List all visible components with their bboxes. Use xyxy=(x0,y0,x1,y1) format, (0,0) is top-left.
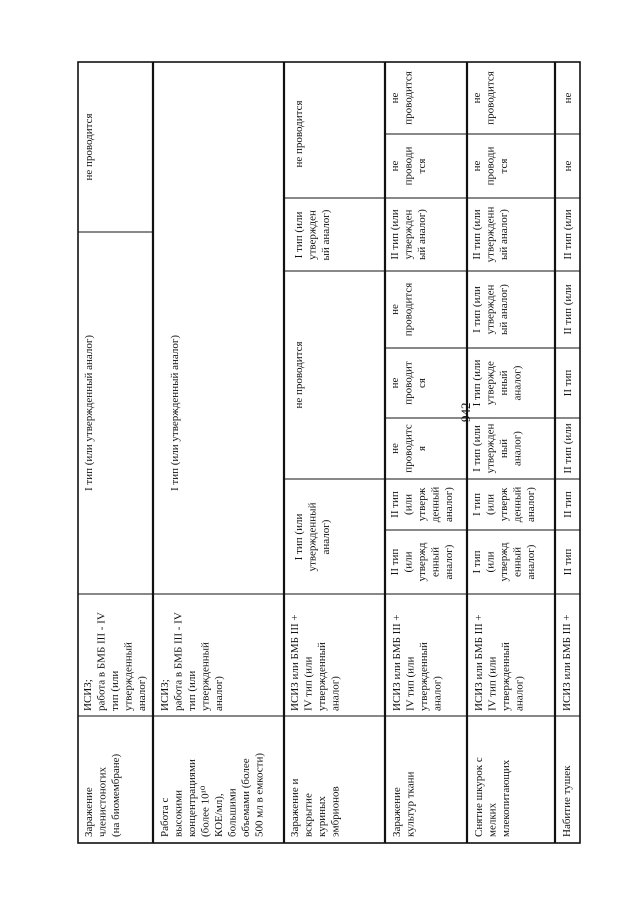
page-number: 942 xyxy=(458,402,473,422)
r3-cell-2-line: не проводится xyxy=(293,341,305,409)
r1-conditions xyxy=(82,612,148,711)
r5-cell-5 xyxy=(471,284,510,335)
r5-cell-3-line: аналог) xyxy=(511,431,524,466)
r4-cell-1-line: енный xyxy=(429,547,442,577)
r5-cell-4-line: нный xyxy=(498,370,510,396)
r5-cell-5-line: ый аналог) xyxy=(498,284,510,335)
r4-activity-line: Заражение xyxy=(391,787,403,837)
r1-activity-line: (на биомембране) xyxy=(110,753,122,837)
r5-cell-3-line: I тип (или xyxy=(471,425,483,472)
r6-cell-7 xyxy=(562,161,574,172)
r4-cell-5-line: проводится xyxy=(402,282,415,337)
r4-cell-1-line: (или xyxy=(402,551,415,573)
r3-conditions xyxy=(289,614,342,711)
r3-cell-3-line: I тип (или xyxy=(293,211,305,259)
table-text xyxy=(82,71,574,837)
r4-activity-line: культур ткани xyxy=(404,771,417,837)
r4-cell-6-line: ый аналог) xyxy=(416,209,428,260)
r4-conditions-line: аналог) xyxy=(431,676,444,711)
r4-cell-2-line: утверж xyxy=(416,487,428,522)
r5-cell-6 xyxy=(471,207,510,263)
r3-cell-1-line: аналог) xyxy=(320,519,332,555)
r4-cell-3-line: я xyxy=(416,445,428,452)
r5-cell-7-line: тся xyxy=(498,158,510,174)
r6-cell-1 xyxy=(562,549,574,576)
r5-cell-2-line: (или xyxy=(484,494,497,515)
r4-cell-6-line: II тип (или xyxy=(389,209,401,260)
r4-cell-4-line: ся xyxy=(416,378,428,388)
r5-cell-1 xyxy=(471,542,537,581)
r6-activity-line: Набитие тушек xyxy=(561,765,573,837)
r5-cell-3-line: утвержден xyxy=(484,423,497,474)
r6-cell-5-line: II тип (или xyxy=(562,284,574,335)
r4-cell-6 xyxy=(389,209,428,260)
r4-cell-7-line: тся xyxy=(416,158,428,174)
r3-activity-line: Заражение и xyxy=(289,778,301,837)
r5-conditions-line: утвержденный xyxy=(500,642,512,711)
r5-cell-2-line: утверж xyxy=(498,487,510,522)
r6-cell-6 xyxy=(562,209,574,259)
r2-activity-line: объемами (более xyxy=(240,758,252,837)
r4-cell-7 xyxy=(389,147,428,186)
r4-conditions xyxy=(391,614,444,711)
r5-cell-2-line: аналог) xyxy=(525,487,537,522)
r5-cell-6-line: II тип (или xyxy=(471,209,483,260)
r5-cell-3 xyxy=(471,424,524,474)
r5-activity-line: мелких xyxy=(486,802,499,837)
r5-cell-4-line: I тип (или xyxy=(471,359,483,407)
r3-activity-line: эмбрионов xyxy=(329,786,342,837)
r6-conditions-line: ИСИЗ или БМБ III + xyxy=(561,614,573,711)
r6-cell-2 xyxy=(562,491,574,518)
r4-cell-8-line: проводится xyxy=(402,71,415,125)
r3-cell-3 xyxy=(293,209,332,260)
r5-cell-3-line: ный xyxy=(498,438,510,459)
r1-tail xyxy=(83,113,95,180)
r2-activity-line: КОЕ/мл), xyxy=(213,793,225,837)
r3-cell-3-line: утвержден xyxy=(306,210,319,260)
r4-conditions-line: ИСИЗ или БМБ III + xyxy=(391,614,403,711)
r4-cell-2-line: II тип xyxy=(389,491,401,518)
r5-cell-2 xyxy=(471,487,537,523)
r5-cell-7-line: проводи xyxy=(484,146,497,186)
r5-cell-7 xyxy=(471,147,510,186)
r3-conditions-line: утвержденный xyxy=(316,642,328,711)
r1-activity-line: членистоногих xyxy=(96,766,109,837)
r5-activity xyxy=(473,757,512,837)
r5-cell-2-line: I тип xyxy=(471,493,483,516)
r5-cell-1-line: енный xyxy=(511,547,524,577)
r6-cell-4-line: II тип xyxy=(562,369,574,397)
r3-activity-line: вскрытие xyxy=(302,793,315,837)
r6-cell-2-line: II тип xyxy=(562,491,574,518)
r5-cell-4-line: утвержде xyxy=(484,361,497,405)
r2-conditions-line: аналог) xyxy=(213,676,225,711)
r5-cell-8-line: не xyxy=(471,92,483,104)
r4-cell-4-line: проводит xyxy=(402,361,415,405)
r4-cell-7-line: не xyxy=(389,160,401,172)
r3-cell-1-line: утвержденный xyxy=(306,502,319,572)
r4-cell-1-line: утвержд xyxy=(416,542,428,582)
r2-activity-line: концентрациями xyxy=(186,759,198,837)
r6-cell-8 xyxy=(562,93,574,104)
r3-cell-1 xyxy=(293,502,332,571)
r1-header-line: I тип (или утвержденный аналог) xyxy=(83,334,95,492)
r5-conditions-line: IV тип (или xyxy=(486,656,499,711)
r4-cell-4 xyxy=(389,361,428,405)
r5-cell-1-line: (или xyxy=(484,551,497,573)
r4-cell-1-line: аналог) xyxy=(443,544,455,580)
r5-cell-4 xyxy=(471,360,524,407)
r6-cell-1-line: II тип xyxy=(562,548,574,576)
r1-tail-line: не проводится xyxy=(83,113,95,181)
r4-cell-4-line: не xyxy=(389,377,401,389)
r5-cell-1-line: аналог) xyxy=(525,544,537,580)
r6-cell-7-line: не xyxy=(562,160,574,172)
r3-activity xyxy=(289,778,342,837)
r4-cell-2 xyxy=(389,487,455,523)
r4-cell-3 xyxy=(389,424,428,473)
r5-cell-5-line: утвержден xyxy=(484,284,497,335)
r4-cell-8 xyxy=(389,71,415,125)
r5-conditions xyxy=(473,614,526,711)
r5-conditions-line: ИСИЗ или БМБ III + xyxy=(473,614,485,711)
r4-cell-1-line: II тип xyxy=(389,548,401,576)
r2-activity-line: 500 мл в емкости) xyxy=(253,752,266,837)
r6-cell-5 xyxy=(562,284,574,334)
r1-activity xyxy=(83,753,122,837)
r3-conditions-line: ИСИЗ или БМБ III + xyxy=(289,614,301,711)
r5-activity-line: Снятие шкурок с xyxy=(473,757,485,837)
r4-cell-2-line: аналог) xyxy=(443,487,455,522)
r5-cell-4-line: аналог) xyxy=(511,365,524,401)
r1-activity-line: Заражение xyxy=(83,787,95,837)
r6-cell-3-line: II тип (или xyxy=(562,423,574,474)
r4-cell-3-line: не xyxy=(389,443,401,454)
r5-cell-5-line: I тип (или xyxy=(471,286,483,333)
r5-cell-1-line: утвержд xyxy=(498,542,510,582)
r4-cell-1 xyxy=(389,542,455,581)
r2-activity-line: большими xyxy=(226,788,239,837)
r2-conditions-line: тип (или xyxy=(186,670,198,711)
r5-cell-6-line: утвержденн xyxy=(484,206,497,263)
r2-activity-line: (более 10¹⁰ xyxy=(199,785,212,837)
r6-cell-4 xyxy=(562,370,574,397)
r3-cell-4 xyxy=(293,100,305,167)
r3-activity-line: куриных xyxy=(316,796,328,837)
r1-conditions-line: аналог) xyxy=(136,676,148,711)
r4-conditions-line: IV тип (или xyxy=(404,656,417,711)
r6-cell-6-line: II тип (или xyxy=(562,209,574,260)
r2-conditions-line: работа в БМБ III - IV xyxy=(172,612,185,711)
r5-cell-2-line: денный xyxy=(511,486,524,523)
r2-activity xyxy=(159,753,266,837)
r6-cell-3 xyxy=(562,423,574,473)
r3-cell-2 xyxy=(293,341,305,408)
r1-header xyxy=(83,335,95,491)
r2-conditions-line: утвержденный xyxy=(199,642,212,711)
r5-cell-8 xyxy=(471,71,497,125)
r4-cell-6-line: утвержден xyxy=(402,209,415,260)
r3-conditions-line: аналог) xyxy=(329,676,342,711)
r4-cell-8-line: не xyxy=(389,92,401,104)
r1-conditions-line: тип (или xyxy=(109,670,121,711)
r4-cell-5-line: не xyxy=(389,304,401,315)
r3-cell-1-line: I тип (или xyxy=(293,513,305,561)
r6-conditions xyxy=(561,614,573,711)
r4-cell-7-line: проводи xyxy=(402,146,415,186)
r6-cell-8-line: не xyxy=(562,92,574,104)
r2-activity-line: Работа с xyxy=(159,797,171,837)
r5-conditions-line: аналог) xyxy=(513,676,526,711)
r2-conditions xyxy=(159,612,225,711)
r2-span xyxy=(169,335,181,491)
r5-cell-8-line: проводится xyxy=(484,71,497,125)
r4-cell-5 xyxy=(389,283,415,337)
r5-activity-line: млекопитающих xyxy=(500,759,512,837)
r3-cell-3-line: ый аналог) xyxy=(320,209,332,261)
r1-conditions-line: ИСИЗ; xyxy=(82,679,94,711)
r5-cell-1-line: I тип xyxy=(471,550,483,574)
r3-conditions-line: IV тип (или xyxy=(302,656,315,711)
r4-activity xyxy=(391,772,417,837)
r2-span-line: I тип (или утвержденный аналог) xyxy=(169,334,181,492)
r4-cell-3-line: проводитс xyxy=(402,424,415,473)
r4-cell-2-line: (или xyxy=(402,494,415,515)
r4-conditions-line: утвержденный xyxy=(418,642,430,711)
r1-conditions-line: работа в БМБ III - IV xyxy=(95,612,108,711)
r5-cell-6-line: ый аналог) xyxy=(498,209,510,260)
r2-conditions-line: ИСИЗ; xyxy=(159,679,171,711)
r3-cell-4-line: не проводится xyxy=(293,100,305,168)
r4-cell-2-line: денный xyxy=(429,486,442,523)
r1-conditions-line: утвержденный xyxy=(122,642,135,711)
r5-cell-7-line: не xyxy=(471,160,483,172)
r2-activity-line: высокими xyxy=(172,789,185,837)
r6-activity xyxy=(561,765,573,837)
